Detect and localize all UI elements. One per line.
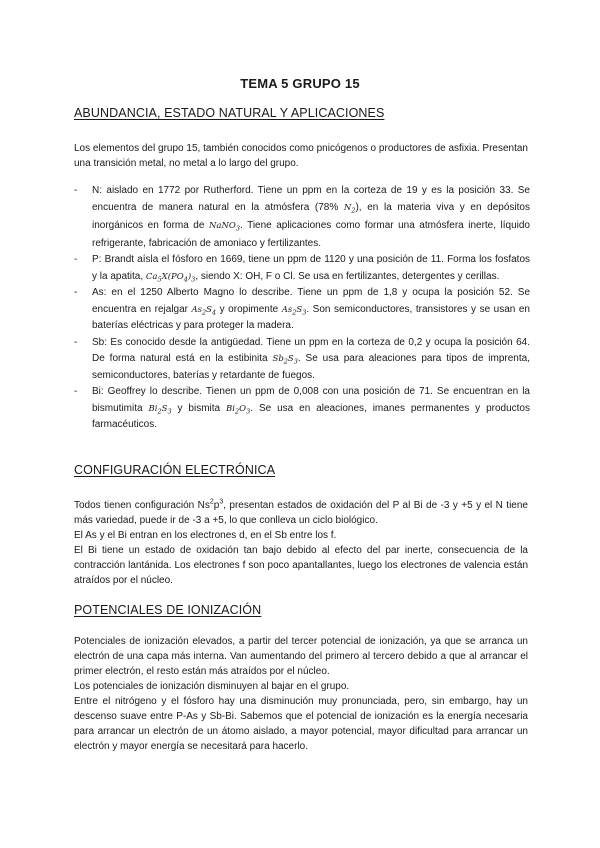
config-text-2: , presentan estados de oxidación del P al Bi de -3 y +5 y el N tiene más variedad, puede ir de -3 a +5, lo que conlleva un ciclo biológico. (74, 500, 528, 526)
section-heading-potenciales: POTENCIALES DE IONIZACIÓN (74, 603, 262, 617)
config-paragraph-3: El Bi tiene un estado de oxidación tan bajo debido al efecto del par inerte, consecuencia de la contracción lantánida. Los electrones f son poco apantallantes, luego los electrones de valencia están atraídos por el núcleo. (74, 545, 528, 586)
config-paragraph-1: Todos tienen configuración $Ns^2p^3$, presentan estados de oxidación del P al Bi de -3 y +5 y el N tiene más variedad, puede ir de -3 a +5, lo que conlleva un ciclo biológico. (74, 498, 528, 526)
elements-list (74, 182, 530, 434)
section-heading-abundancia: ABUNDANCIA, ESTADO NATURAL Y APLICACIONES (74, 106, 385, 120)
formula-bi2s3: $Bi_2S_3$ (148, 403, 172, 416)
document-title: TEMA 5 GRUPO 15 (240, 76, 360, 91)
list-item-arsenic (74, 285, 530, 335)
section-heading-configuracion: CONFIGURACIÓN ELECTRÓNICA (74, 463, 276, 477)
bullet-dash: - (74, 254, 78, 265)
list-item-nitrogen (74, 182, 530, 252)
phosphorus-text-2: , siendo X: OH, F o Cl. Se usa en fertilizantes, detergentes y cerillas. (195, 270, 500, 282)
bismuth-text-3: . Se usa en aleaciones, imanes permanentes y productos farmacéuticos. (92, 402, 530, 430)
superscript-2: 2 (209, 498, 214, 506)
ionization-paragraph-3: Entre el nitrógeno y el fósforo hay una disminución muy pronunciada, pero, sin embargo, hay un descenso suave entre P-As y Sb-Bi. Sabemos que el potencial de ionización es la energía necesaria para arrancar un electrón de un átomo aislado, a mayor potencial, mayor dificultad para arrancar un electrón y mayor energía se necesitará para hacerlo. (74, 696, 528, 752)
formula-bi2o3: $Bi_2O_3$ (226, 403, 251, 416)
bullet-dash: - (74, 287, 78, 298)
formula-nano3: NaNO$_3$ (208, 221, 240, 233)
intro-paragraph: Los elementos del grupo 15, también conocidos como pnicógenos o productores de asfixia. Presentan una transición metal, no metal a lo largo del grupo. (74, 143, 528, 169)
nitrogen-text-1: N: aislado en 1772 por Rutherford. Tiene un ppm en la corteza de 19 y es la posición 33. Se encuentra de manera natural en la atmósfera (78% (92, 185, 530, 213)
formula-as2s4: $As_2S_4$ (191, 304, 217, 317)
list-item-bismuth (74, 384, 530, 434)
ionization-paragraph-1: Potenciales de ionización elevados, a partir del tercer potencial de ionización, ya que se arranca un electrón de una capa más interna. Van aumentando del primero al tercero debido a que al arrancar el primer electrón, el resto están más atraídos por el núcleo. (74, 636, 528, 677)
list-item-phosphorus (74, 252, 530, 285)
config-paragraph-2: El As y el Bi entran en los electrones d, en el Sb entre los f. (74, 530, 337, 541)
antimony-text-1: Sb: Es conocido desde la antigüedad. Tiene un ppm en la corteza de 0,2 y ocupa la posición 64. De forma natural está en la estibinita (92, 336, 530, 364)
superscript-3: 3 (219, 498, 224, 506)
arsenic-text-1: As: en el 1250 Alberto Magno lo describe. Tiene un ppm de 1,8 y ocupa la posición 52. Se encuentra en rejalgar (92, 287, 530, 315)
formula-sb2s3: $Sb_2S_3$ (272, 354, 298, 366)
config-text-1: Todos tienen configuración Ns (74, 500, 210, 511)
list-item-antimony (74, 335, 530, 385)
bismuth-text-1: Bi: Geoffrey lo describe. Tienen un ppm de 0,008 con una posición de 71. Se encuentran en la bismutimita (92, 386, 530, 414)
formula-apatite: $Ca_5X(PO_4)_3$ (145, 271, 196, 284)
bismuth-text-2: y bismita (171, 402, 227, 414)
phosphorus-text-1: P: Brandt aísla el fósforo en 1669, tiene un ppm de 1120 y una posición de 11. Forma los fosfatos y la apatita, (92, 254, 530, 282)
arsenic-text-3: . Son semiconductores, transistores y se usan en baterías eléctricas y para proteger la madera. (92, 303, 530, 331)
formula-as2s3: $As_2S_3$ (281, 304, 307, 317)
antimony-text-2: . Se usa para aleaciones para tipos de imprenta, semiconductores, baterías y retardante de fuegos. (92, 353, 530, 381)
bullet-dash: - (74, 336, 78, 348)
ionization-paragraph-2: Los potenciales de ionización disminuyen al bajar en el grupo. (74, 681, 350, 692)
formula-n2: $N_2$ (343, 203, 356, 215)
arsenic-text-2: y oropimente (216, 303, 282, 315)
nitrogen-text-3: . Tiene aplicaciones como formar una atmósfera inerte, líquido refrigerante, fabricación de amoniaco y fertilizantes. (92, 220, 530, 249)
bullet-dash: - (74, 386, 78, 397)
nitrogen-text-2: ), en la materia viva y en depósitos inorgánicos en forma de (92, 202, 530, 231)
bullet-dash: - (74, 185, 78, 196)
